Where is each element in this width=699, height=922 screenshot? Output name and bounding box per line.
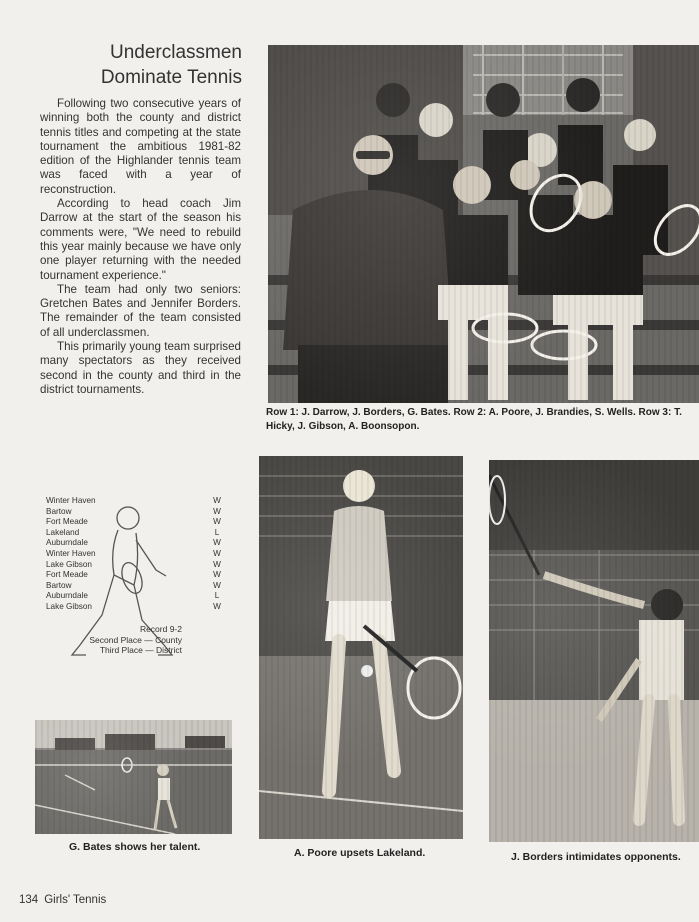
team-photo-caption (266, 406, 682, 433)
record-result: W (213, 559, 221, 569)
record-opponent: Lakeland (46, 527, 80, 537)
season-record-total: Record 9-2 (139, 624, 182, 634)
record-result: W (213, 496, 221, 505)
record-result: W (213, 548, 221, 558)
article-paragraph: This primarily young team surprised many spectators as they received second in the county and third in the district tournaments. (40, 340, 241, 396)
headline-line-2: Dominate Tennis (100, 67, 242, 88)
record-opponent: Winter Haven (46, 548, 96, 558)
section-title: Girls' Tennis (44, 894, 107, 906)
record-opponent: Fort Meade (46, 517, 88, 527)
record-result: W (213, 601, 221, 611)
record-result: W (213, 538, 221, 548)
bates-caption: G. Bates shows her talent. (69, 841, 201, 853)
record-opponent: Bartow (46, 580, 72, 590)
headline-line-1: Underclassmen (110, 42, 242, 63)
team-photo (268, 45, 699, 403)
article-paragraph: According to head coach Jim Darrow at the start of the season his comments were, "We need to rebuild this year mainly because we have only one player returning with the needed tournament experience." (40, 197, 241, 282)
borders-caption: J. Borders intimidates opponents. (511, 851, 681, 863)
poore-photo (259, 456, 463, 839)
record-opponent: Lake Gibson (46, 601, 92, 611)
article-paragraph: The team had only two seniors: Gretchen Bates and Jennifer Borders. The remainder of the team consisted of all underclassmen. (40, 282, 241, 339)
team-photo-caption-line-1: Row 1: J. Darrow, J. Borders, G. Bates. Row 2: A. Poore, J. Brandies, S. Wells. Row 3: T. (266, 407, 682, 418)
page-footer (19, 894, 112, 906)
record-opponent: Auburndale (46, 538, 88, 548)
record-opponent: Auburndale (46, 591, 88, 601)
poore-caption: A. Poore upsets Lakeland. (294, 847, 426, 859)
borders-photo (489, 460, 699, 842)
page-number: 134 (19, 894, 39, 906)
county-placement: Second Place — County (89, 634, 182, 645)
team-photo-caption-line-2: Hicky, J. Gibson, A. Boonsopon. (266, 420, 420, 432)
record-result: L (214, 591, 220, 601)
record-result: W (213, 580, 221, 590)
record-opponent: Fort Meade (46, 570, 88, 580)
record-result: W (213, 570, 221, 580)
bates-photo (35, 720, 232, 834)
season-summary (72, 624, 182, 656)
article-body (40, 97, 241, 397)
article-paragraph: Following two consecutive years of winning both the county and district tennis titles and competing at the state tournament the ambitious 1981-82 edition of the Highlander tennis team was faced with a year of reconstruction. (40, 97, 241, 196)
record-opponent: Lake Gibson (46, 559, 92, 569)
record-result: W (213, 517, 221, 527)
record-result: W (213, 506, 221, 516)
district-placement: Third Place — District (99, 645, 182, 655)
record-opponent: Bartow (46, 506, 72, 516)
article-headline (60, 40, 242, 90)
record-result: L (214, 527, 220, 537)
record-opponent: Winter Haven (46, 496, 96, 505)
